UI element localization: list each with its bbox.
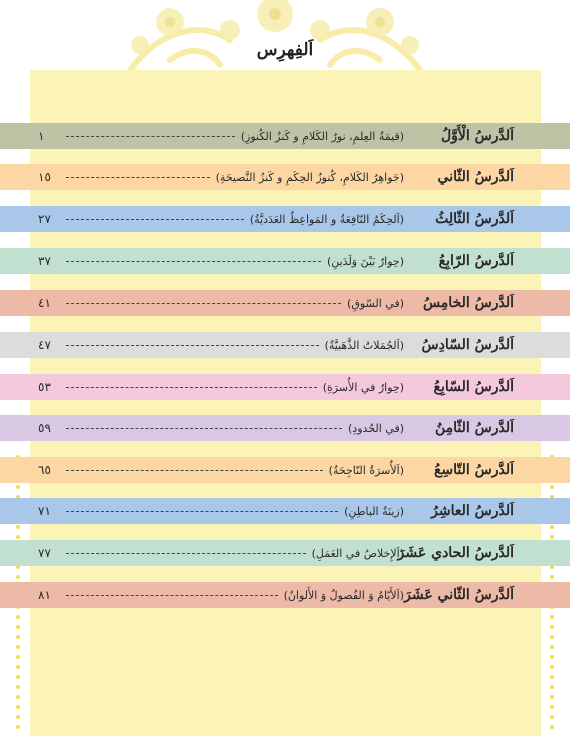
border-dot — [16, 635, 20, 639]
lesson-title: اَلدَّرسُ التّاسِعُ — [433, 462, 514, 478]
page-number: ٦٥ — [38, 463, 51, 477]
dotted-leader — [66, 303, 341, 304]
border-dot — [550, 665, 554, 669]
border-dot — [16, 665, 20, 669]
toc-row[interactable] — [0, 582, 570, 608]
toc-row[interactable] — [0, 540, 570, 566]
border-dot — [550, 615, 554, 619]
lesson-title: اَلدَّرسُ الثّاني — [437, 169, 514, 185]
lesson-topic: (حِوارٌ في الأُسرَةِ) — [322, 380, 404, 394]
lesson-topic: (اَلإِخلاصُ في العَمَلِ) — [311, 546, 404, 560]
border-dot — [16, 715, 20, 719]
toc-row[interactable] — [0, 290, 570, 316]
dotted-leader — [66, 553, 306, 554]
page-number: ١٥ — [38, 170, 51, 184]
page-number: ٧١ — [38, 504, 51, 518]
toc-row[interactable] — [0, 415, 570, 441]
lesson-title: اَلدَّرسُ الحادي عَشَرَ — [397, 545, 514, 561]
lesson-topic: (اَلأُسرَةُ النّاجِحَةُ) — [328, 463, 404, 477]
border-dot — [16, 575, 20, 579]
toc-row[interactable] — [0, 248, 570, 274]
border-dot — [16, 525, 20, 529]
border-dot — [550, 685, 554, 689]
lesson-title: اَلدَّرسُ السّابِعُ — [433, 379, 514, 395]
border-dot — [550, 485, 554, 489]
lesson-topic: (اَلحِكَمُ النّافِعَةُ و المَواعِظُ العَدَديَّةُ) — [249, 212, 404, 226]
lesson-topic: (قيمَةُ العِلمِ، نورُ الكَلامِ و كَنزُ الكُنوزِ) — [240, 129, 404, 143]
lesson-topic: (اَلجُمَلاتُ الذَّهَبيَّةُ) — [324, 338, 404, 352]
border-dot — [16, 485, 20, 489]
dotted-leader — [66, 511, 338, 512]
page-number: ٤٧ — [38, 338, 51, 352]
border-dot — [550, 715, 554, 719]
page-number: ٢٧ — [38, 212, 51, 226]
border-dot — [16, 625, 20, 629]
toc-row[interactable] — [0, 123, 570, 149]
toc-row[interactable] — [0, 206, 570, 232]
dotted-leader — [66, 387, 317, 388]
dotted-leader — [66, 177, 210, 178]
lesson-topic: (جَواهِرُ الكَلامِ، كُنوزُ الحِكَمِ و كَنزُ النَّصيحَةِ) — [215, 170, 404, 184]
border-dot — [16, 705, 20, 709]
page-number: ٥٣ — [38, 380, 51, 394]
border-dot — [16, 655, 20, 659]
border-dot — [550, 525, 554, 529]
border-dot — [550, 695, 554, 699]
border-dot — [16, 645, 20, 649]
lesson-topic: (اَلأَيّامُ وَ الفُصولُ وَ الأَلوانُ) — [283, 588, 404, 602]
border-dot — [550, 645, 554, 649]
dotted-leader — [66, 470, 323, 471]
border-dot — [16, 695, 20, 699]
toc-row[interactable] — [0, 457, 570, 483]
page-title: اَلفِهرِس — [256, 40, 314, 60]
page-number: ٥٩ — [38, 421, 51, 435]
border-dot — [550, 635, 554, 639]
border-dot — [16, 615, 20, 619]
lesson-title: اَلدَّرسُ الثّامِنُ — [434, 420, 514, 436]
lesson-title: اَلدَّرسُ العاشِرُ — [431, 503, 514, 519]
lesson-topic: (في الحُدودِ) — [348, 421, 404, 435]
lesson-title: اَلدَّرسُ الْأَوَّلُ — [440, 128, 514, 144]
border-dot — [16, 675, 20, 679]
border-dot — [550, 655, 554, 659]
dotted-leader — [66, 136, 235, 137]
toc-row[interactable] — [0, 498, 570, 524]
dotted-leader — [66, 595, 278, 596]
dotted-leader — [66, 219, 244, 220]
border-dot — [16, 685, 20, 689]
toc-row[interactable] — [0, 164, 570, 190]
border-dot — [550, 705, 554, 709]
page-number: ٨١ — [38, 588, 51, 602]
toc-row[interactable] — [0, 374, 570, 400]
page-number: ٤١ — [38, 296, 51, 310]
page-number: ٣٧ — [38, 254, 51, 268]
border-dot — [550, 725, 554, 729]
toc-row[interactable] — [0, 332, 570, 358]
border-dot — [16, 725, 20, 729]
border-dot — [550, 535, 554, 539]
lesson-topic: (زينَةُ الباطِنِ) — [344, 504, 404, 518]
lesson-title: اَلدَّرسُ الثّاني عَشَرَ — [404, 587, 514, 603]
lesson-title: اَلدَّرسُ الرّابِعُ — [438, 253, 514, 269]
page-number: ١ — [38, 129, 45, 143]
lesson-title: اَلدَّرسُ الخامِسُ — [422, 295, 514, 311]
lesson-topic: (حِوارٌ بَيْنَ وَلَدَينِ) — [326, 254, 404, 268]
lesson-topic: (في السّوقِ) — [347, 296, 404, 310]
border-dot — [550, 575, 554, 579]
lesson-title: اَلدَّرسُ السّادِسُ — [421, 337, 514, 353]
border-dot — [16, 535, 20, 539]
page-number: ٧٧ — [38, 546, 51, 560]
dotted-leader — [66, 261, 321, 262]
border-dot — [550, 675, 554, 679]
dotted-leader — [66, 345, 319, 346]
lesson-title: اَلدَّرسُ الثّالِثُ — [435, 211, 514, 227]
border-dot — [550, 625, 554, 629]
dotted-leader — [66, 428, 342, 429]
